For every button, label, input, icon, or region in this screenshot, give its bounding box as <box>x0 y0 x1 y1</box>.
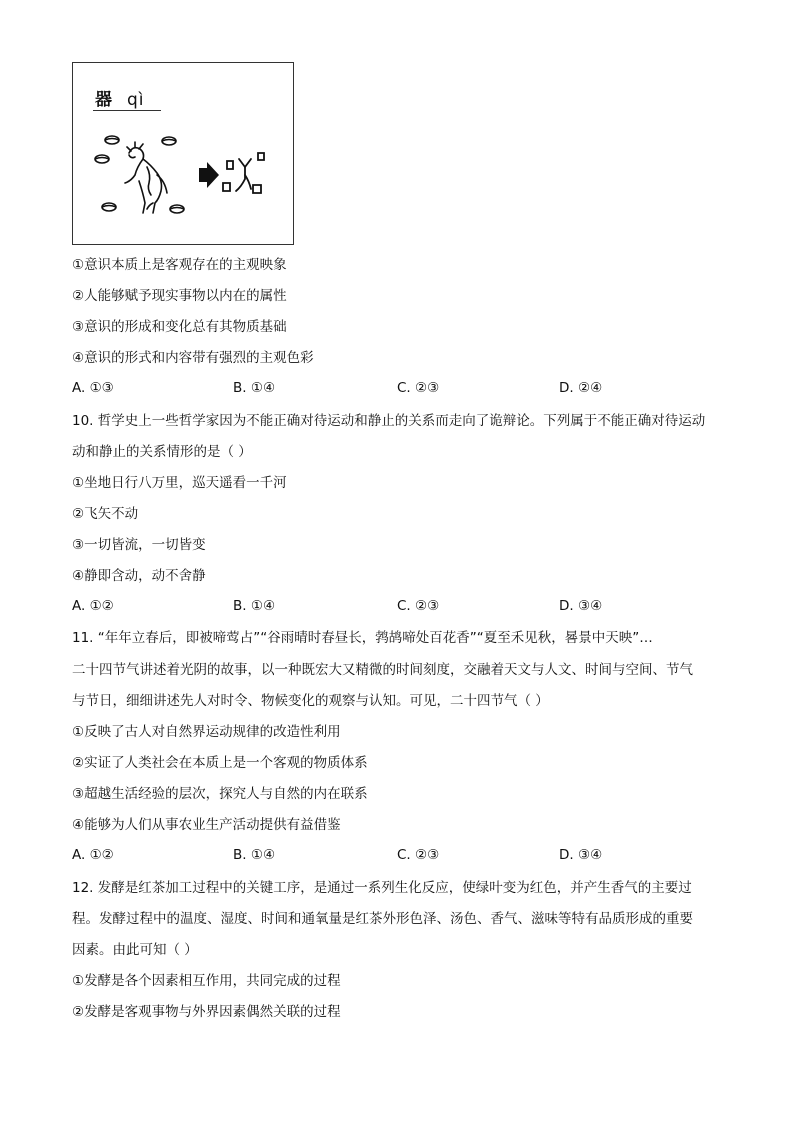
q11-item-1: ①反映了古人对自然界运动规律的改造性利用 <box>72 724 341 740</box>
q11-item-2: ②实证了人类社会在本质上是一个客观的物质体系 <box>72 755 368 771</box>
q10-options <box>72 598 722 616</box>
q11-item-3: ③超越生活经验的层次，探究人与自然的内在联系 <box>72 786 368 802</box>
q9-options <box>72 380 722 398</box>
figure-char: 器 <box>95 90 113 110</box>
q12-item-2: ②发酵是客观事物与外界因素偶然关联的过程 <box>72 1004 341 1020</box>
q9-option-a[interactable]: A. ①③ <box>72 380 114 396</box>
character-figure <box>72 62 294 245</box>
dog-drawing <box>125 142 167 213</box>
q10-stem-line-1: 10. 哲学史上一些哲学家因为不能正确对待运动和静止的关系而走向了诡辩论。下列属于不能正确对待运动 <box>72 413 706 429</box>
q10-item-3: ③一切皆流，一切皆变 <box>72 537 206 553</box>
q10-option-d[interactable]: D. ③④ <box>559 598 603 614</box>
q12-stem-line-2: 程。发酵过程中的温度、湿度、时间和通氧量是红茶外形色泽、汤色、香气、滋味等特有品质形成的重要 <box>72 911 693 927</box>
q11-stem-line-1: 11. “年年立春后，即被啼莺占”“谷雨晴时春昼长，鹁鸪啼处百花香”“夏至禾见秋，晷景中天映”… <box>72 630 653 646</box>
q12-stem-line-1: 12. 发酵是红茶加工过程中的关键工序，是通过一系列生化反应，使绿叶变为红色，并产生香气的主要过 <box>72 880 692 896</box>
q11-stem-line-3: 与节日，细细讲述先人对时令、物候变化的观察与认知。可见，二十四节气（ ） <box>72 693 549 709</box>
q9-item-1: ①意识本质上是客观存在的主观映象 <box>72 257 287 273</box>
q10-item-2: ②飞矢不动 <box>72 506 139 522</box>
arrow-right-icon <box>199 162 219 188</box>
q11-option-c[interactable]: C. ②③ <box>397 847 440 863</box>
q11-option-a[interactable]: A. ①② <box>72 847 114 863</box>
q9-option-d[interactable]: D. ②④ <box>559 380 603 396</box>
q10-option-c[interactable]: C. ②③ <box>397 598 440 614</box>
q11-option-b[interactable]: B. ①④ <box>233 847 276 863</box>
q10-item-1: ①坐地日行八万里，巡天遥看一千河 <box>72 475 287 491</box>
q9-option-c[interactable]: C. ②③ <box>397 380 440 396</box>
q12-stem-line-3: 因素。由此可知（ ） <box>72 942 198 958</box>
q10-option-a[interactable]: A. ①② <box>72 598 114 614</box>
q11-option-d[interactable]: D. ③④ <box>559 847 603 863</box>
q12-item-1: ①发酵是各个因素相互作用，共同完成的过程 <box>72 973 341 989</box>
dog-mouths-illustration <box>73 63 295 246</box>
q9-item-3: ③意识的形成和变化总有其物质基础 <box>72 319 287 335</box>
q10-stem-line-2: 动和静止的关系情形的是（ ） <box>72 444 252 460</box>
figure-pinyin: qì <box>127 90 145 110</box>
q9-option-b[interactable]: B. ①④ <box>233 380 276 396</box>
q10-item-4: ④静即含动，动不舍静 <box>72 568 206 584</box>
q9-item-2: ②人能够赋予现实事物以内在的属性 <box>72 288 287 304</box>
q11-stem-line-2: 二十四节气讲述着光阴的故事，以一种既宏大又精微的时间刻度，交融着天文与人文、时间与空间、节气 <box>72 662 693 678</box>
q11-options <box>72 847 722 865</box>
q11-item-4: ④能够为人们从事农业生产活动提供有益借鉴 <box>72 817 341 833</box>
q9-item-4: ④意识的形式和内容带有强烈的主观色彩 <box>72 350 314 366</box>
q10-option-b[interactable]: B. ①④ <box>233 598 276 614</box>
ancient-glyph <box>223 153 264 193</box>
